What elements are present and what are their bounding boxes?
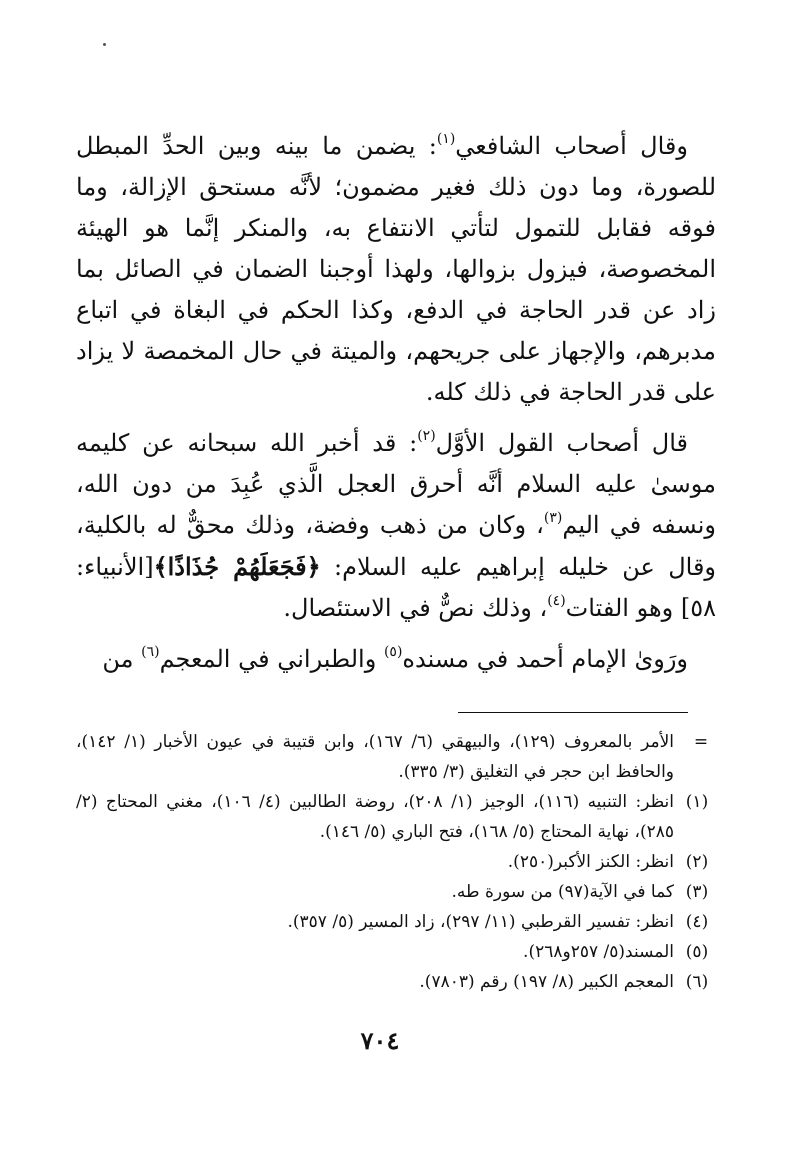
text-run: ورَوىٰ الإمام أحمد في مسنده xyxy=(402,645,688,673)
footnote-ref: (١) xyxy=(436,131,456,147)
footnote-text: المسند(٥/ ٢٥٧و٢٦٨). xyxy=(523,942,674,962)
footnote-ref: (٢) xyxy=(417,428,436,444)
footnote-ref: (٥) xyxy=(383,644,403,660)
footnote xyxy=(76,787,716,847)
text-run: من xyxy=(102,645,142,673)
text-run: : يضمن ما بينه وبين الحدِّ المبطل للصورة، وما دون ذلك فغير مضمون؛ لأنَّه مستحق الإزالة، وما فوقه فقابل للتمول لتأتي الانتفاع به، والمنكر إنَّما هو الهيئة المخصوصة، فيزول بزوالها، ولهذا أوجبنا الضمان في الصائل بما زاد عن قدر الحاجة في الدفع، وكذا الحكم في البغاة في اتباع مدبرهم، والإجهاز على جريحهم، والميتة في حال المخمصة لا يزاد على قدر الحاجة في ذلك كله. xyxy=(76,132,717,406)
footnote xyxy=(76,907,716,937)
footnote-number: = xyxy=(693,732,709,752)
page-number: ٧٠٤ xyxy=(360,1026,400,1055)
footnote xyxy=(76,877,716,907)
footnote-number: (٣) xyxy=(685,882,709,902)
footnote-number: (٦) xyxy=(685,972,709,992)
footnote xyxy=(76,937,716,967)
text-run: : قد أخبر الله سبحانه عن كليمه موسىٰ عليه السلام أنَّه أحرق العجل الَّذي عُبِدَ من دون الله، ونسفه في اليم xyxy=(76,429,717,539)
footnote-ref: (٦) xyxy=(141,644,160,660)
footnote-number: (٢) xyxy=(685,852,709,872)
footnote-ref: (٤) xyxy=(547,593,566,609)
scan-speck xyxy=(103,43,106,46)
text-run: والطبراني في المعجم xyxy=(159,645,384,673)
footnote-text: انظر: التنبيه (١١٦)، الوجيز (١/ ٢٠٨)، روضة الطالبين (٤/ ١٠٦)، مغني المحتاج (٢/ ٢٨٥)، نهاية المحتاج (٥/ ١٦٨)، فتح الباري (٥/ ١٤٦). xyxy=(76,792,674,842)
footnote-text: انظر: الكنز الأكبر(٢٥٠). xyxy=(507,852,674,872)
footnote-number: (٤) xyxy=(685,912,709,932)
text-run: وقال أصحاب الشافعي xyxy=(455,132,688,160)
paragraph xyxy=(76,639,716,680)
footnote-continuation xyxy=(76,727,716,787)
paragraph xyxy=(76,423,716,629)
text-run: ، وكان من ذهب وفضة، وذلك محقٌّ له بالكلية، وقال عن خليله إبراهيم عليه السلام: xyxy=(76,511,717,581)
footnote-separator xyxy=(458,712,688,713)
footnotes xyxy=(76,727,716,997)
footnote-ref: (٣) xyxy=(543,510,563,526)
text-run: قال أصحاب القول الأوَّل xyxy=(435,429,688,457)
footnote-number: (١) xyxy=(685,792,709,812)
paragraph xyxy=(76,126,716,413)
footnote xyxy=(76,967,716,997)
footnote xyxy=(76,847,716,877)
text-run: [الأنبياء: ٥٨] وهو الفتات xyxy=(76,553,716,622)
quran-quote: ﴿فَجَعَلَهُمْ جُذَاذًا﴾ xyxy=(153,552,321,581)
footnote-number: (٥) xyxy=(685,942,709,962)
footnote-text: المعجم الكبير (٨/ ١٩٧) رقم (٧٨٠٣). xyxy=(419,972,674,992)
footnote-text: انظر: تفسير القرطبي (١١/ ٢٩٧)، زاد المسير (٥/ ٣٥٧). xyxy=(287,912,674,932)
main-text xyxy=(76,126,716,680)
footnote-text: كما في الآية(٩٧) من سورة طه. xyxy=(451,882,674,902)
text-run: ، وذلك نصٌّ في الاستئصال. xyxy=(283,594,548,622)
footnote-text: الأمر بالمعروف (١٢٩)، والبيهقي (٦/ ١٦٧)، وابن قتيبة في عيون الأخبار (١/ ١٤٢)، والحافظ ابن حجر في التغليق (٣/ ٣٣٥). xyxy=(76,732,674,782)
